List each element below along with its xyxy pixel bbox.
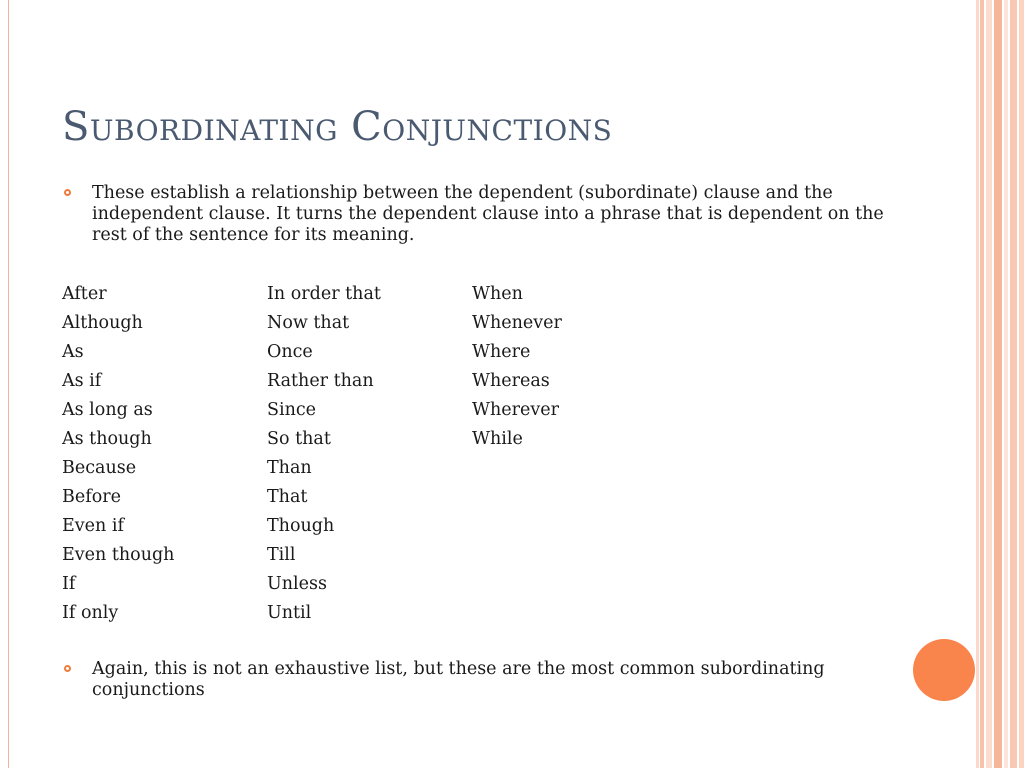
conjunction-item: Now that	[267, 313, 350, 333]
conjunction-item: When	[472, 284, 523, 304]
conjunction-column-3	[472, 280, 562, 454]
conjunction-item: Since	[267, 400, 317, 420]
conjunction-item: That	[267, 487, 308, 507]
conjunction-item: Though	[267, 516, 335, 536]
conjunction-item: Rather than	[267, 371, 374, 391]
conjunction-item: As though	[62, 429, 152, 449]
conjunction-item: Wherever	[472, 400, 559, 420]
conjunction-item: As long as	[62, 400, 153, 420]
conjunction-item: Whereas	[472, 371, 550, 391]
bullet-circle-icon	[64, 189, 71, 196]
conjunction-item: As	[62, 342, 84, 362]
bullet-circle-icon	[64, 665, 71, 672]
conjunction-item: If	[62, 574, 76, 594]
conjunction-item: In order that	[267, 284, 381, 304]
conjunction-item: Until	[267, 603, 312, 623]
decorative-orange-circle	[913, 639, 975, 701]
conjunction-item: Even though	[62, 545, 175, 565]
conjunction-item: Although	[62, 313, 143, 333]
conjunction-item: Once	[267, 342, 313, 362]
conjunction-item: Before	[62, 487, 121, 507]
conjunction-item: Unless	[267, 574, 327, 594]
left-frame-line	[8, 0, 9, 768]
conjunction-item: Even if	[62, 516, 124, 536]
conjunction-item: So that	[267, 429, 331, 449]
slide-title: Subordinating Conjunctions	[62, 104, 613, 150]
conjunction-item: After	[62, 284, 107, 304]
conjunction-item: Till	[267, 545, 296, 565]
conjunction-item: Than	[267, 458, 312, 478]
conjunction-item: Where	[472, 342, 531, 362]
right-decorative-bands	[976, 0, 1024, 768]
conjunction-item: Because	[62, 458, 137, 478]
conjunction-item: Whenever	[472, 313, 562, 333]
conjunction-column-2	[267, 280, 381, 628]
conjunction-item: As if	[62, 371, 102, 391]
intro-bullet	[62, 183, 892, 246]
conjunction-column-1	[62, 280, 174, 628]
footer-note-text: Again, this is not an exhaustive list, but these are the most common subordinating conjunctions	[92, 659, 825, 700]
conjunction-item: If only	[62, 603, 119, 623]
footer-bullet	[62, 659, 892, 701]
conjunction-item: While	[472, 429, 523, 449]
intro-text: These establish a relationship between the dependent (subordinate) clause and the independent clause. It turns the dependent clause into a phrase that is dependent on the rest of the sentence for its meaning.	[92, 183, 884, 245]
